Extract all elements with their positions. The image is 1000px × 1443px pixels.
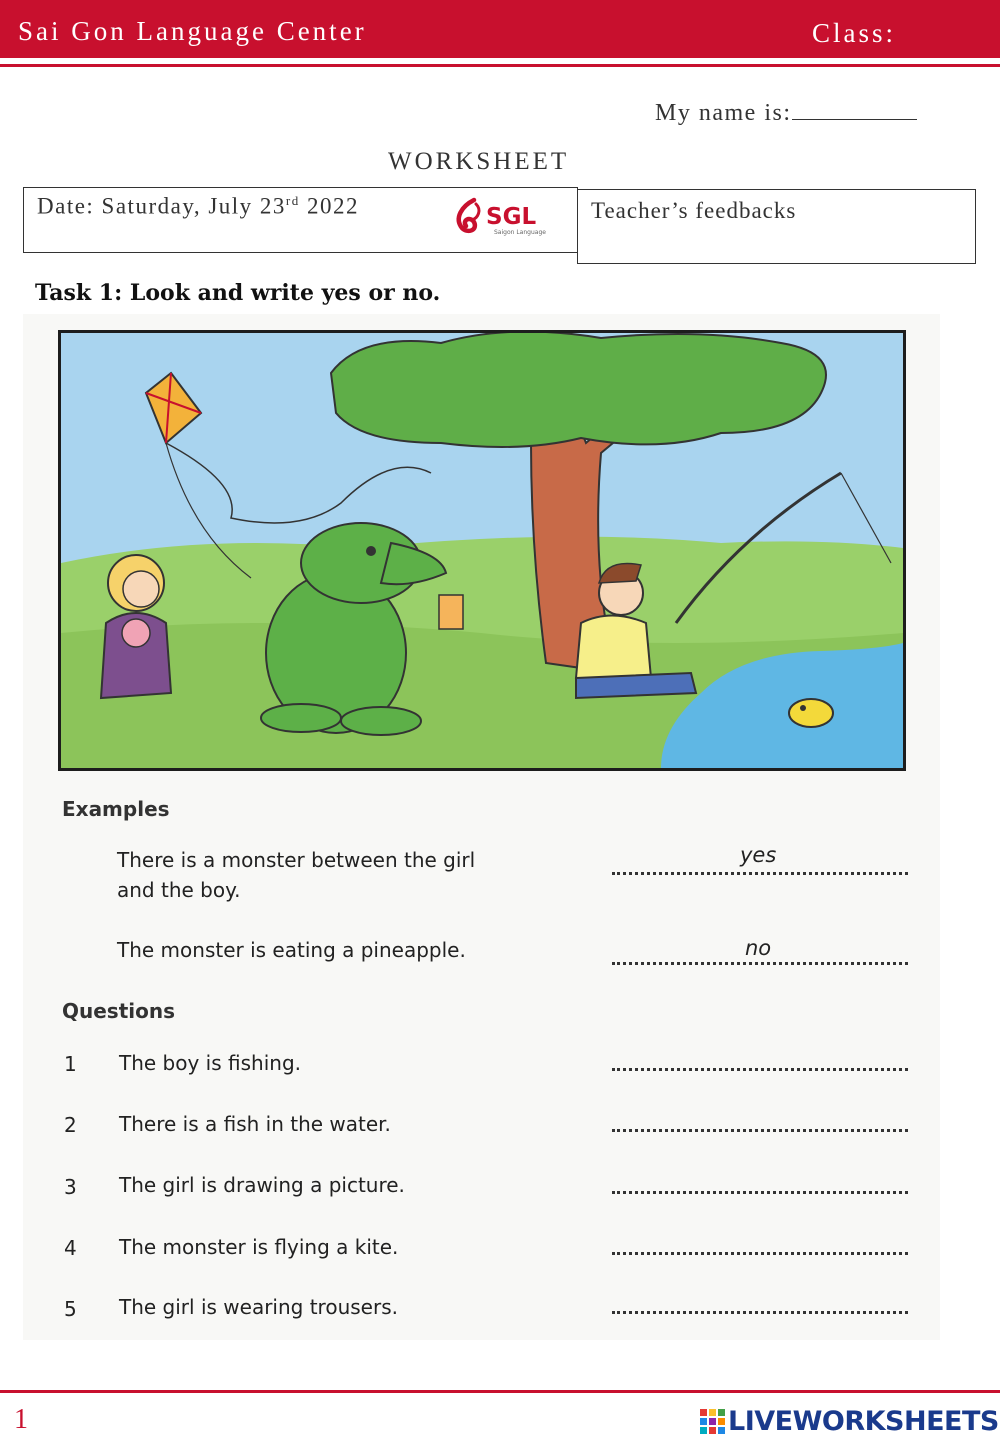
teacher-feedback-box <box>577 189 976 264</box>
date-box <box>23 187 578 253</box>
question-5-number: 5 <box>64 1297 77 1321</box>
question-4-answer-input[interactable] <box>612 1252 908 1255</box>
question-1-answer-input[interactable] <box>612 1068 908 1071</box>
footer-divider <box>0 1390 1000 1393</box>
student-name-blank[interactable] <box>792 98 917 120</box>
logo-subtext: Saigon Language <box>494 229 546 236</box>
example-1-answer: yes <box>740 843 777 867</box>
center-name: Sai Gon Language Center <box>18 16 367 46</box>
question-2-number: 2 <box>64 1113 77 1137</box>
logo-text: SGL <box>486 204 537 230</box>
park-scene-image <box>61 333 903 768</box>
class-label: Class: <box>812 18 897 48</box>
question-3-number: 3 <box>64 1175 77 1199</box>
example-1-line2: and the boy. <box>117 878 241 902</box>
question-3-answer-input[interactable] <box>612 1191 908 1194</box>
question-5-answer-input[interactable] <box>612 1311 908 1314</box>
question-2-answer-input[interactable] <box>612 1129 908 1132</box>
question-4-number: 4 <box>64 1236 77 1260</box>
example-2-text: The monster is eating a pineapple. <box>117 938 466 962</box>
page-number: 1 <box>14 1404 28 1435</box>
example-1-text <box>117 845 475 905</box>
example-2-answer-line <box>612 962 908 965</box>
header-bar <box>0 0 1000 58</box>
worksheet-title: WORKSHEET <box>388 148 570 175</box>
liveworksheets-grid-icon <box>700 1409 726 1437</box>
date-prefix: Date: Saturday, July 23 <box>37 193 286 219</box>
questions-heading: Questions <box>62 999 176 1023</box>
example-2-answer: no <box>745 936 772 960</box>
sgl-logo <box>452 196 552 240</box>
question-1-number: 1 <box>64 1052 77 1076</box>
header-divider <box>0 64 1000 67</box>
student-name-label: My name is: <box>655 100 792 126</box>
example-1-line1: There is a monster between the girl <box>117 848 476 872</box>
example-1-answer-line <box>612 872 908 875</box>
date-suffix: rd <box>285 193 300 208</box>
task-title: Task 1: Look and write yes or no. <box>35 280 441 306</box>
date-text <box>37 193 359 220</box>
question-2-text: There is a fish in the water. <box>119 1112 391 1136</box>
sgl-logo-icon <box>452 196 552 240</box>
question-3-text: The girl is drawing a picture. <box>119 1173 405 1197</box>
date-year: 2022 <box>299 193 360 219</box>
question-1-text: The boy is fishing. <box>119 1051 301 1075</box>
teacher-feedback-label: Teacher’s feedbacks <box>591 198 797 223</box>
park-illustration <box>58 330 906 771</box>
question-5-text: The girl is wearing trousers. <box>119 1295 398 1319</box>
examples-heading: Examples <box>62 797 170 821</box>
liveworksheets-logo <box>700 1406 999 1438</box>
question-4-text: The monster is flying a kite. <box>119 1235 399 1259</box>
liveworksheets-brand: LIVEWORKSHEETS <box>728 1406 999 1437</box>
student-name-field[interactable] <box>655 98 917 127</box>
